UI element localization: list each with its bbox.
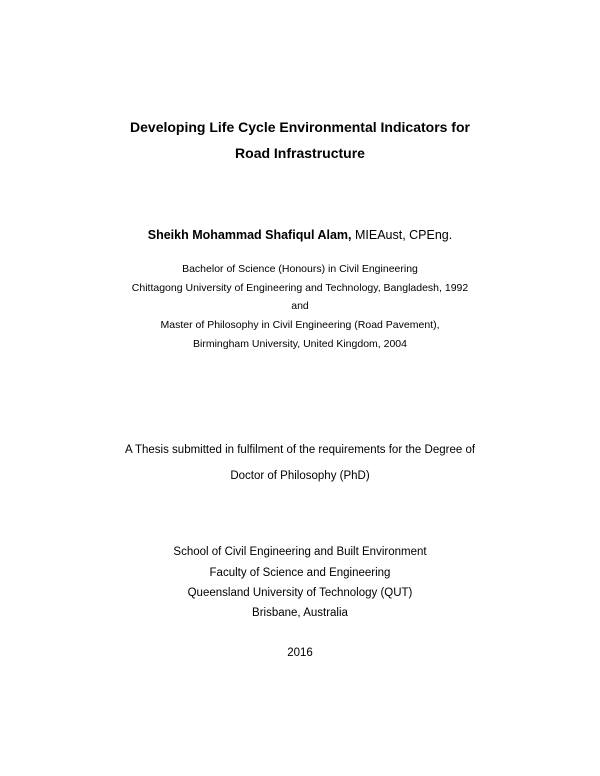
- institution-school: School of Civil Engineering and Built Environment: [173, 546, 427, 558]
- thesis-statement-line-2: Doctor of Philosophy (PhD): [230, 470, 370, 482]
- author-credentials: MIEAust, CPEng.: [351, 228, 453, 242]
- institution-university: Queensland University of Technology (QUT): [187, 587, 413, 599]
- author-line: [0, 228, 600, 242]
- institution-faculty: Faculty of Science and Engineering: [209, 567, 391, 579]
- qualification-line: and: [291, 300, 309, 312]
- submission-year: 2016: [287, 647, 313, 659]
- qualification-line: Birmingham University, United Kingdom, 2004: [193, 338, 407, 350]
- thesis-title-line-2: Road Infrastructure: [235, 145, 365, 161]
- thesis-title-line-1: Developing Life Cycle Environmental Indicators for: [130, 119, 470, 135]
- thesis-statement-line-1: A Thesis submitted in fulfilment of the requirements for the Degree of: [124, 444, 476, 456]
- institution-location: Brisbane, Australia: [252, 607, 348, 619]
- author-name: Sheikh Mohammad Shafiqul Alam,: [147, 228, 352, 242]
- qualification-line: Master of Philosophy in Civil Engineering (Road Pavement),: [160, 319, 440, 331]
- qualification-line: Chittagong University of Engineering and Technology, Bangladesh, 1992: [131, 282, 469, 294]
- qualification-line: Bachelor of Science (Honours) in Civil Engineering: [182, 263, 418, 275]
